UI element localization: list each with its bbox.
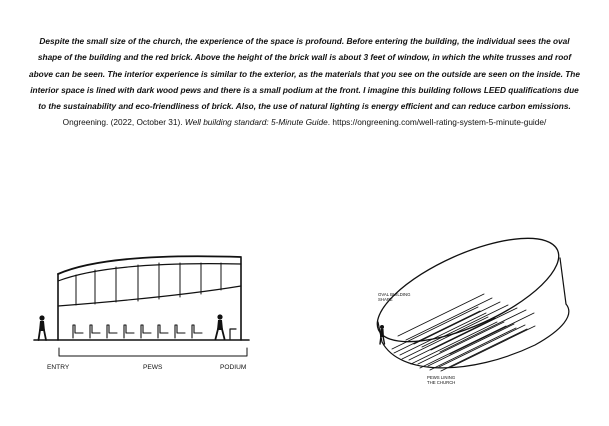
citation-author-date: Ongreening. (2022, October 31). [62,117,185,128]
axon-pews [392,294,535,371]
citation-title: Well building standard: 5-Minute Guide [184,117,328,128]
label-oval-line1: OVAL BUILDING [378,292,411,297]
section-trusses [76,263,221,305]
section-window-sill [58,286,241,306]
axon-right-wall [560,258,566,304]
label-oval-line2: SHAPE [378,297,393,302]
section-drawing [34,256,249,356]
label-podium: PODIUM [220,364,247,371]
label-pews: PEWS [143,364,163,371]
label-entry: ENTRY [47,364,70,371]
section-podium [230,329,236,339]
person-interior-icon [216,314,225,339]
person-entry-icon [39,315,47,340]
section-pews [73,325,202,338]
label-pews-line2: THE CHURCH [427,380,456,385]
citation-suffix: . https://ongreening.com/well-rating-system-5-minute-guide/ [327,117,547,128]
description-paragraph: Despite the small size of the church, the experience of the space is profound. Before entering the building, the individual sees the oval shape of the building and the red brick. Above the height of the brick wall is about 3 feet of window, in which the white trusses and roof above can be seen. The interior experience is similar to the exterior, as the materials that you see on the outside are seen on the inside. The interior space is lined with dark wood pews and there is a small podium at the front. I imagine this building follows LEED qualifications due to the sustainability and eco-friendliness of brick. Also, the use of natural lighting is energy efficient and can reduce carbon emissions. [28,36,580,112]
section-dimension-bracket [59,348,247,356]
label-pews-line1: PEWS LINING [427,375,456,380]
